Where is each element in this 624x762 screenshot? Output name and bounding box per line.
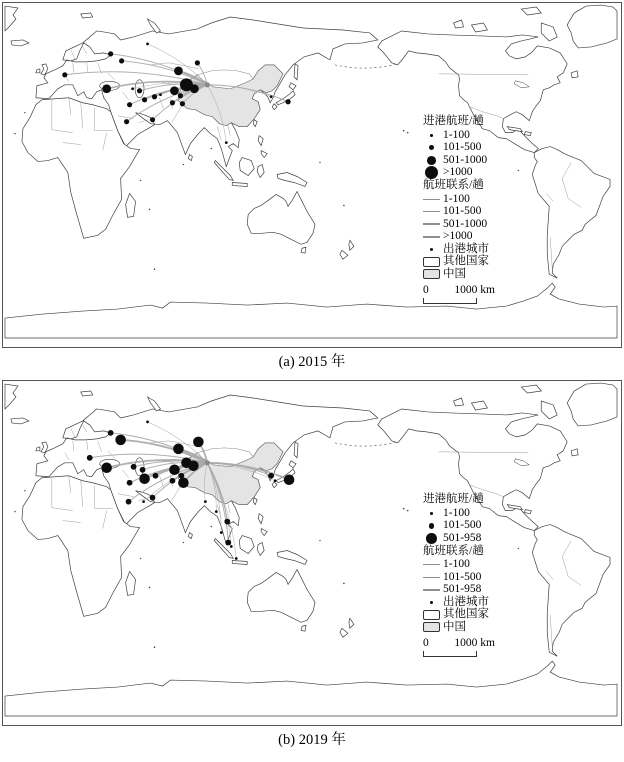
legend-line-item-swatch <box>423 589 440 591</box>
city-dot <box>230 545 233 548</box>
city-dot <box>178 477 189 488</box>
legend-other-country-item-label: 其他国家 <box>443 255 489 268</box>
legend-china-item-label: 中国 <box>443 620 466 633</box>
scale-zero-label: 0 <box>423 283 429 296</box>
legend-dot-item-label: 501-958 <box>443 531 482 544</box>
legend-dot-item <box>423 129 495 142</box>
map-2015-svg <box>3 3 621 347</box>
legend-line-item-label: 1-100 <box>443 192 470 205</box>
legend-line-item <box>423 218 495 231</box>
legend-dot-item-swatch <box>423 166 440 179</box>
legend-dot-item-label: 101-500 <box>443 141 482 154</box>
city-dot <box>225 540 231 546</box>
city-dot <box>180 101 185 106</box>
line-width-icon <box>423 211 440 212</box>
line-width-icon <box>423 223 440 225</box>
city-dot <box>220 531 223 534</box>
dot-size-icon <box>425 166 438 179</box>
line-width-icon <box>423 236 440 239</box>
caption-2015: (a) 2015 年 <box>278 354 346 370</box>
city-dot <box>235 557 238 560</box>
city-dot <box>170 478 176 484</box>
legend-dot-item-label: 1-100 <box>443 506 470 519</box>
legend-line-item-label: 1-100 <box>443 558 470 571</box>
legend-dot-item-swatch <box>423 134 440 137</box>
legend-china-item-swatch <box>423 622 440 632</box>
city-dot <box>108 51 113 56</box>
legend-dot-item <box>423 167 495 180</box>
china-swatch <box>423 622 440 632</box>
city-dot <box>193 437 204 448</box>
city-dot <box>152 94 157 99</box>
scale-bar <box>423 298 477 304</box>
scale-end-label: 1000 km <box>454 283 495 296</box>
hub-city-dot <box>205 460 210 465</box>
city-dot <box>188 460 199 471</box>
map-panel-2019 <box>2 380 622 726</box>
legend-city-item-label: 出港城市 <box>443 242 489 255</box>
city-dot <box>204 500 207 503</box>
legend-dot-item <box>423 532 495 545</box>
world-basemap <box>5 5 617 338</box>
legend-dot-item-label: 1-100 <box>443 128 470 141</box>
city-dot <box>224 519 230 525</box>
city-dot <box>139 473 150 484</box>
city-dot <box>190 84 199 93</box>
legend-line-item <box>423 559 495 572</box>
city-dot <box>127 480 133 486</box>
figure <box>0 2 624 762</box>
city-dot <box>142 500 145 503</box>
legend-line-item-swatch <box>423 211 440 212</box>
line-width-icon <box>423 577 440 578</box>
legend-line-item-label: 501-1000 <box>443 217 488 230</box>
world-basemap <box>5 383 617 716</box>
legend-line-item-label: 501-958 <box>443 583 482 596</box>
city-dot <box>115 435 126 446</box>
city-dot <box>124 119 129 124</box>
city-dot <box>173 444 184 455</box>
city-dot <box>195 60 200 65</box>
city-dot <box>169 464 180 475</box>
legend-dot-item <box>423 154 495 167</box>
scale-labels <box>423 637 495 650</box>
legend-china-item-swatch <box>423 269 440 279</box>
legend-dot-item-label: >1000 <box>443 166 473 179</box>
other-country-swatch <box>423 610 440 620</box>
city-dot <box>146 421 149 424</box>
legend-line-item-label: 101-500 <box>443 570 482 583</box>
legend-dot-item <box>423 507 495 520</box>
line-width-icon <box>423 564 440 565</box>
departure-city-icon <box>430 601 433 604</box>
city-dot <box>62 72 67 77</box>
city-dot <box>153 473 159 479</box>
legend-2015 <box>423 115 495 304</box>
hub-city-dot <box>205 82 210 87</box>
legend-dot-item-swatch <box>423 512 440 515</box>
legend-line-item <box>423 231 495 244</box>
scale-end-label: 1000 km <box>454 636 495 649</box>
dot-size-icon <box>430 512 433 515</box>
legend-other-country-item-label: 其他国家 <box>443 608 489 621</box>
legend-other-country-item-swatch <box>423 610 440 620</box>
city-dot <box>170 86 179 95</box>
legend-china-item <box>423 621 495 634</box>
city-dot <box>215 510 218 513</box>
city-dot <box>126 499 132 505</box>
line-width-icon <box>423 589 440 591</box>
city-dot <box>150 117 155 122</box>
legend-dots-title: 进港航班/趟 <box>423 115 484 127</box>
city-dot <box>159 93 162 96</box>
dot-size-icon <box>426 533 437 544</box>
legend-line-item-label: >1000 <box>443 230 473 243</box>
scale-bar <box>423 651 477 657</box>
legend-city-item-label: 出港城市 <box>443 595 489 608</box>
city-dot <box>274 479 277 482</box>
city-dot <box>146 43 149 46</box>
map-2019-svg <box>3 381 621 725</box>
scale-bar-group <box>423 637 495 657</box>
other-country-swatch <box>423 257 440 267</box>
legend-2019 <box>423 493 495 657</box>
city-dot <box>137 88 142 93</box>
legend-line-item <box>423 193 495 206</box>
legend-city-item-swatch <box>423 601 440 604</box>
dot-size-icon <box>427 156 436 165</box>
legend-line-item-swatch <box>423 577 440 578</box>
legend-dots-title: 进港航班/趟 <box>423 493 484 505</box>
city-dot <box>140 467 146 473</box>
legend-china-item-label: 中国 <box>443 267 466 280</box>
legend-dot-item <box>423 520 495 533</box>
legend-line-item <box>423 206 495 219</box>
city-dot <box>268 473 274 479</box>
legend-dot-item-swatch <box>423 523 440 529</box>
legend-city-item <box>423 243 495 256</box>
dot-size-icon <box>429 145 434 150</box>
city-dot <box>174 66 183 75</box>
legend-dot-item-label: 101-500 <box>443 519 482 532</box>
legend-line-item-swatch <box>423 223 440 225</box>
legend-other-country-item-swatch <box>423 257 440 267</box>
legend-dot-item-swatch <box>423 145 440 150</box>
scale-labels <box>423 284 495 297</box>
legend-line-item-swatch <box>423 236 440 239</box>
city-dot <box>142 97 147 102</box>
scale-bar-group <box>423 284 495 304</box>
legend-lines-title: 航班联系/趟 <box>423 179 484 191</box>
city-dot <box>285 99 290 104</box>
city-dot <box>225 141 228 144</box>
legend-other-country-item <box>423 609 495 622</box>
legend-line-item <box>423 584 495 597</box>
city-dot <box>150 495 156 501</box>
legend-line-item <box>423 571 495 584</box>
map-panel-2015 <box>2 2 622 348</box>
caption-2019: (b) 2019 年 <box>278 732 346 748</box>
city-dot <box>131 87 134 90</box>
city-dot <box>102 84 111 93</box>
scale-zero-label: 0 <box>423 636 429 649</box>
legend-china-item <box>423 268 495 281</box>
departure-city-icon <box>430 248 433 251</box>
legend-dot-item-label: 501-1000 <box>443 153 488 166</box>
legend-dot-item <box>423 142 495 155</box>
city-dot <box>127 102 132 107</box>
city-dot <box>270 95 273 98</box>
legend-city-item <box>423 596 495 609</box>
city-dot <box>108 430 114 436</box>
city-dot <box>87 455 93 461</box>
legend-line-item-swatch <box>423 199 440 200</box>
legend-dot-item-swatch <box>423 156 440 165</box>
city-dot <box>178 93 183 98</box>
legend-other-country-item <box>423 256 495 269</box>
legend-city-item-swatch <box>423 248 440 251</box>
city-dot <box>170 100 175 105</box>
dot-size-icon <box>430 134 433 137</box>
city-dot <box>101 462 112 473</box>
city-dot <box>131 464 137 470</box>
china-swatch <box>423 269 440 279</box>
legend-line-item-label: 101-500 <box>443 205 482 218</box>
line-width-icon <box>423 199 440 200</box>
city-dot <box>119 58 124 63</box>
city-dot <box>284 474 295 485</box>
legend-dot-item-swatch <box>423 533 440 544</box>
legend-line-item-swatch <box>423 564 440 565</box>
dot-size-icon <box>429 523 435 529</box>
legend-lines-title: 航班联系/趟 <box>423 544 484 557</box>
